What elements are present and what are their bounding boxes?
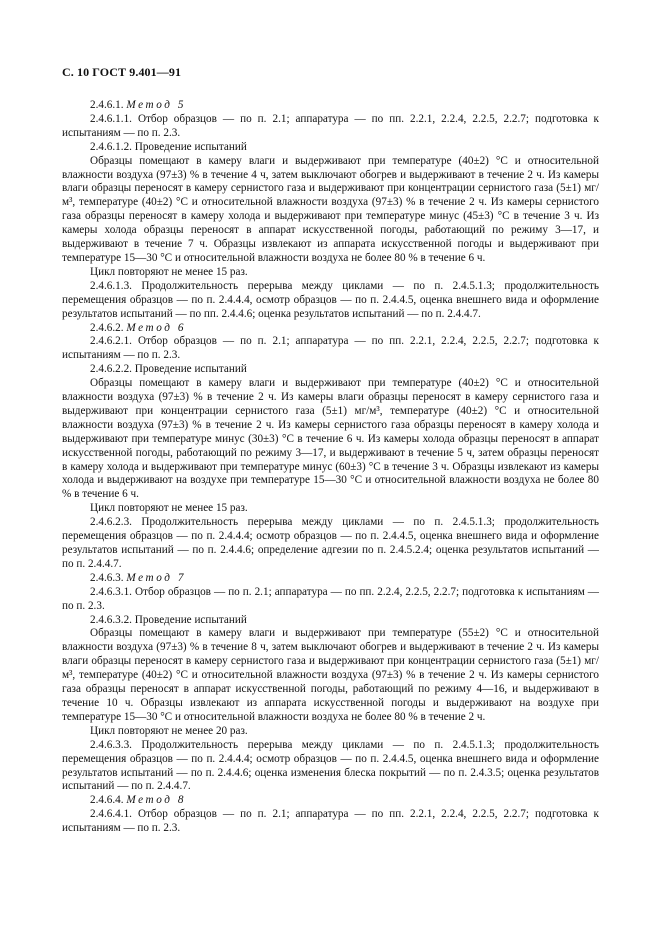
method-number: 2.4.6.2. bbox=[90, 321, 127, 334]
paragraph: Образцы помещают в камеру влаги и выдерживают при температуре (40±2) °С и относительной влажности воздуха (97±3) % в течение 2 ч. Из камеры влаги образцы переносят в камеру сернистого газа и выдерживают при концентрации сернистого газа (5±1) мг/м³, температуре (40±2) °С и относительной влажности воздуха (97±3) % в течение 2 ч. Из камеры сернистого газа образцы переносят в камеру холода и выдерживают при температуре минус (30±3) °С в течение 6 ч. Из камеры холода образцы переносят в аппарат искусственной погоды, работающий по режиму 3—17, и выдерживают в течение 5 ч, затем образцы переносят в камеру холода и выдерживают при температуре минус (60±3) °С в течение 3 ч. Образцы извлекают из камеры холода и выдерживают на воздухе при температуре 15—30 °С и относительной влажности воздуха не более 80 % в течение 6 ч. bbox=[62, 377, 599, 501]
paragraph: Цикл повторяют не менее 15 раз. bbox=[90, 265, 248, 278]
paragraph: 2.4.6.2.3. Продолжительность перерыва между циклами — по п. 2.4.5.1.3; продолжительность перемещения образцов — по п. 2.4.4.4; осмотр образцов — по п. 2.4.4.5, оценка внешнего вида и оформление результатов испытаний — по п. 2.4.4.6; определение адгезии по п. 2.4.5.2.4; оценка результатов испытаний — по п. 2.4.4.7. bbox=[62, 516, 599, 570]
method-number: 2.4.6.1. bbox=[90, 99, 127, 111]
method-title: Метод 8 bbox=[126, 794, 187, 807]
paragraph: 2.4.6.4.1. Отбор образцов — по п. 2.1; аппаратура — по пп. 2.2.1, 2.2.4, 2.2.5, 2.2.7; подготовка к испытаниям — по п. 2.3. bbox=[62, 808, 599, 835]
paragraph: 2.4.6.3.2. Проведение испытаний bbox=[90, 613, 247, 626]
paragraph: Цикл повторяют не менее 20 раз. bbox=[90, 724, 248, 737]
paragraph: 2.4.6.1.2. Проведение испытаний bbox=[90, 140, 247, 153]
method-number: 2.4.6.4. bbox=[90, 794, 127, 807]
method-title: Метод 5 bbox=[126, 99, 187, 111]
paragraph: 2.4.6.1.1. Отбор образцов — по п. 2.1; аппаратура — по пп. 2.2.1, 2.2.4, 2.2.5, 2.2.7; подготовка к испытаниям — по п. 2.3. bbox=[62, 112, 599, 139]
paragraph: Цикл повторяют не менее 15 раз. bbox=[90, 502, 248, 515]
page-header: С. 10 ГОСТ 9.401—91 bbox=[62, 65, 182, 79]
paragraph: Образцы помещают в камеру влаги и выдерживают при температуре (40±2) °С и относительной влажности воздуха (97±3) % в течение 4 ч, затем выключают обогрев и выдерживают в течение 2 ч. Из камеры влаги образцы переносят в камеру сернистого газа и выдерживают при концентрации сернистого газа (5±1) мг/м³, температуре (40±2) °С и относительной влажности воздуха (97±3) % в течение 2 ч. Из камеры сернистого газа образцы переносят в камеру холода и выдерживают при температуре минус (45±3) °С в течение 3 ч. Из камеры холода образцы переносят в аппарат искусственной погоды, работающий по режиму 3—17, и выдерживают в течение 7 ч. Образцы извлекают из аппарата искусственной погоды и выдерживают при температуре 15—30 °С и относительной влажности воздуха не более 80 % в течение 6 ч. bbox=[62, 154, 599, 264]
paragraph: 2.4.6.1.3. Продолжительность перерыва между циклами — по п. 2.4.5.1.3; продолжительность перемещения образцов — по п. 2.4.4.4, осмотр образцов — по п. 2.4.4.5, оценка внешнего вида и оформление результатов испытаний — по пп. 2.4.4.6; оценка результатов испытаний — по п. 2.4.4.7. bbox=[62, 279, 599, 320]
method-title: Метод 6 bbox=[126, 321, 187, 334]
method-heading bbox=[62, 794, 599, 808]
paragraph: 2.4.6.2.2. Проведение испытаний bbox=[90, 363, 247, 376]
paragraph: 2.4.6.3.1. Отбор образцов — по п. 2.1; аппаратура — по пп. 2.2.4, 2.2.5, 2.2.7; подготовка к испытаниям — по п. 2.3. bbox=[62, 585, 599, 612]
method-heading bbox=[62, 99, 599, 113]
method-heading bbox=[62, 572, 599, 586]
paragraph: Образцы помещают в камеру влаги и выдерживают при температуре (55±2) °С и относительной влажности воздуха (97±3) % в течение 8 ч, затем выключают обогрев и выдерживают в течение 2 ч. Из камеры влаги образцы переносят в камеру сернистого газа и выдерживают при концентрации сернистого газа (5±1) мг/м³, температуре (40±2) °С и относительной влажности воздуха (97±3) % в течение 2 ч. Из камеры сернистого газа образцы переносят в аппарат искусственной погоды, работающий по режиму 4—16, и выдерживают в течение 10 ч. Образцы извлекают из аппарата искусственной погоды и выдерживают на воздухе при температуре 15—30 °С и относительной влажности воздуха не более 80 % в течение 2 ч. bbox=[62, 627, 599, 723]
method-title: Метод 7 bbox=[126, 571, 187, 584]
document-body bbox=[62, 99, 599, 836]
method-heading bbox=[62, 322, 599, 336]
paragraph: 2.4.6.2.1. Отбор образцов — по п. 2.1; аппаратура — по пп. 2.2.1, 2.2.4, 2.2.5, 2.2.7; подготовка к испытаниям — по п. 2.3. bbox=[62, 335, 599, 362]
paragraph: 2.4.6.3.3. Продолжительность перерыва между циклами — по п. 2.4.5.1.3; продолжительность перемещения образцов — по п. 2.4.4.4; осмотр образцов — по п. 2.4.4.5, оценка внешнего вида и оформление результатов испытаний — по п. 2.4.4.6; оценка изменения блеска покрытий — по п. 2.4.3.5; оценка результатов испытаний — по п. 2.4.4.7. bbox=[62, 738, 599, 793]
method-number: 2.4.6.3. bbox=[90, 571, 127, 584]
